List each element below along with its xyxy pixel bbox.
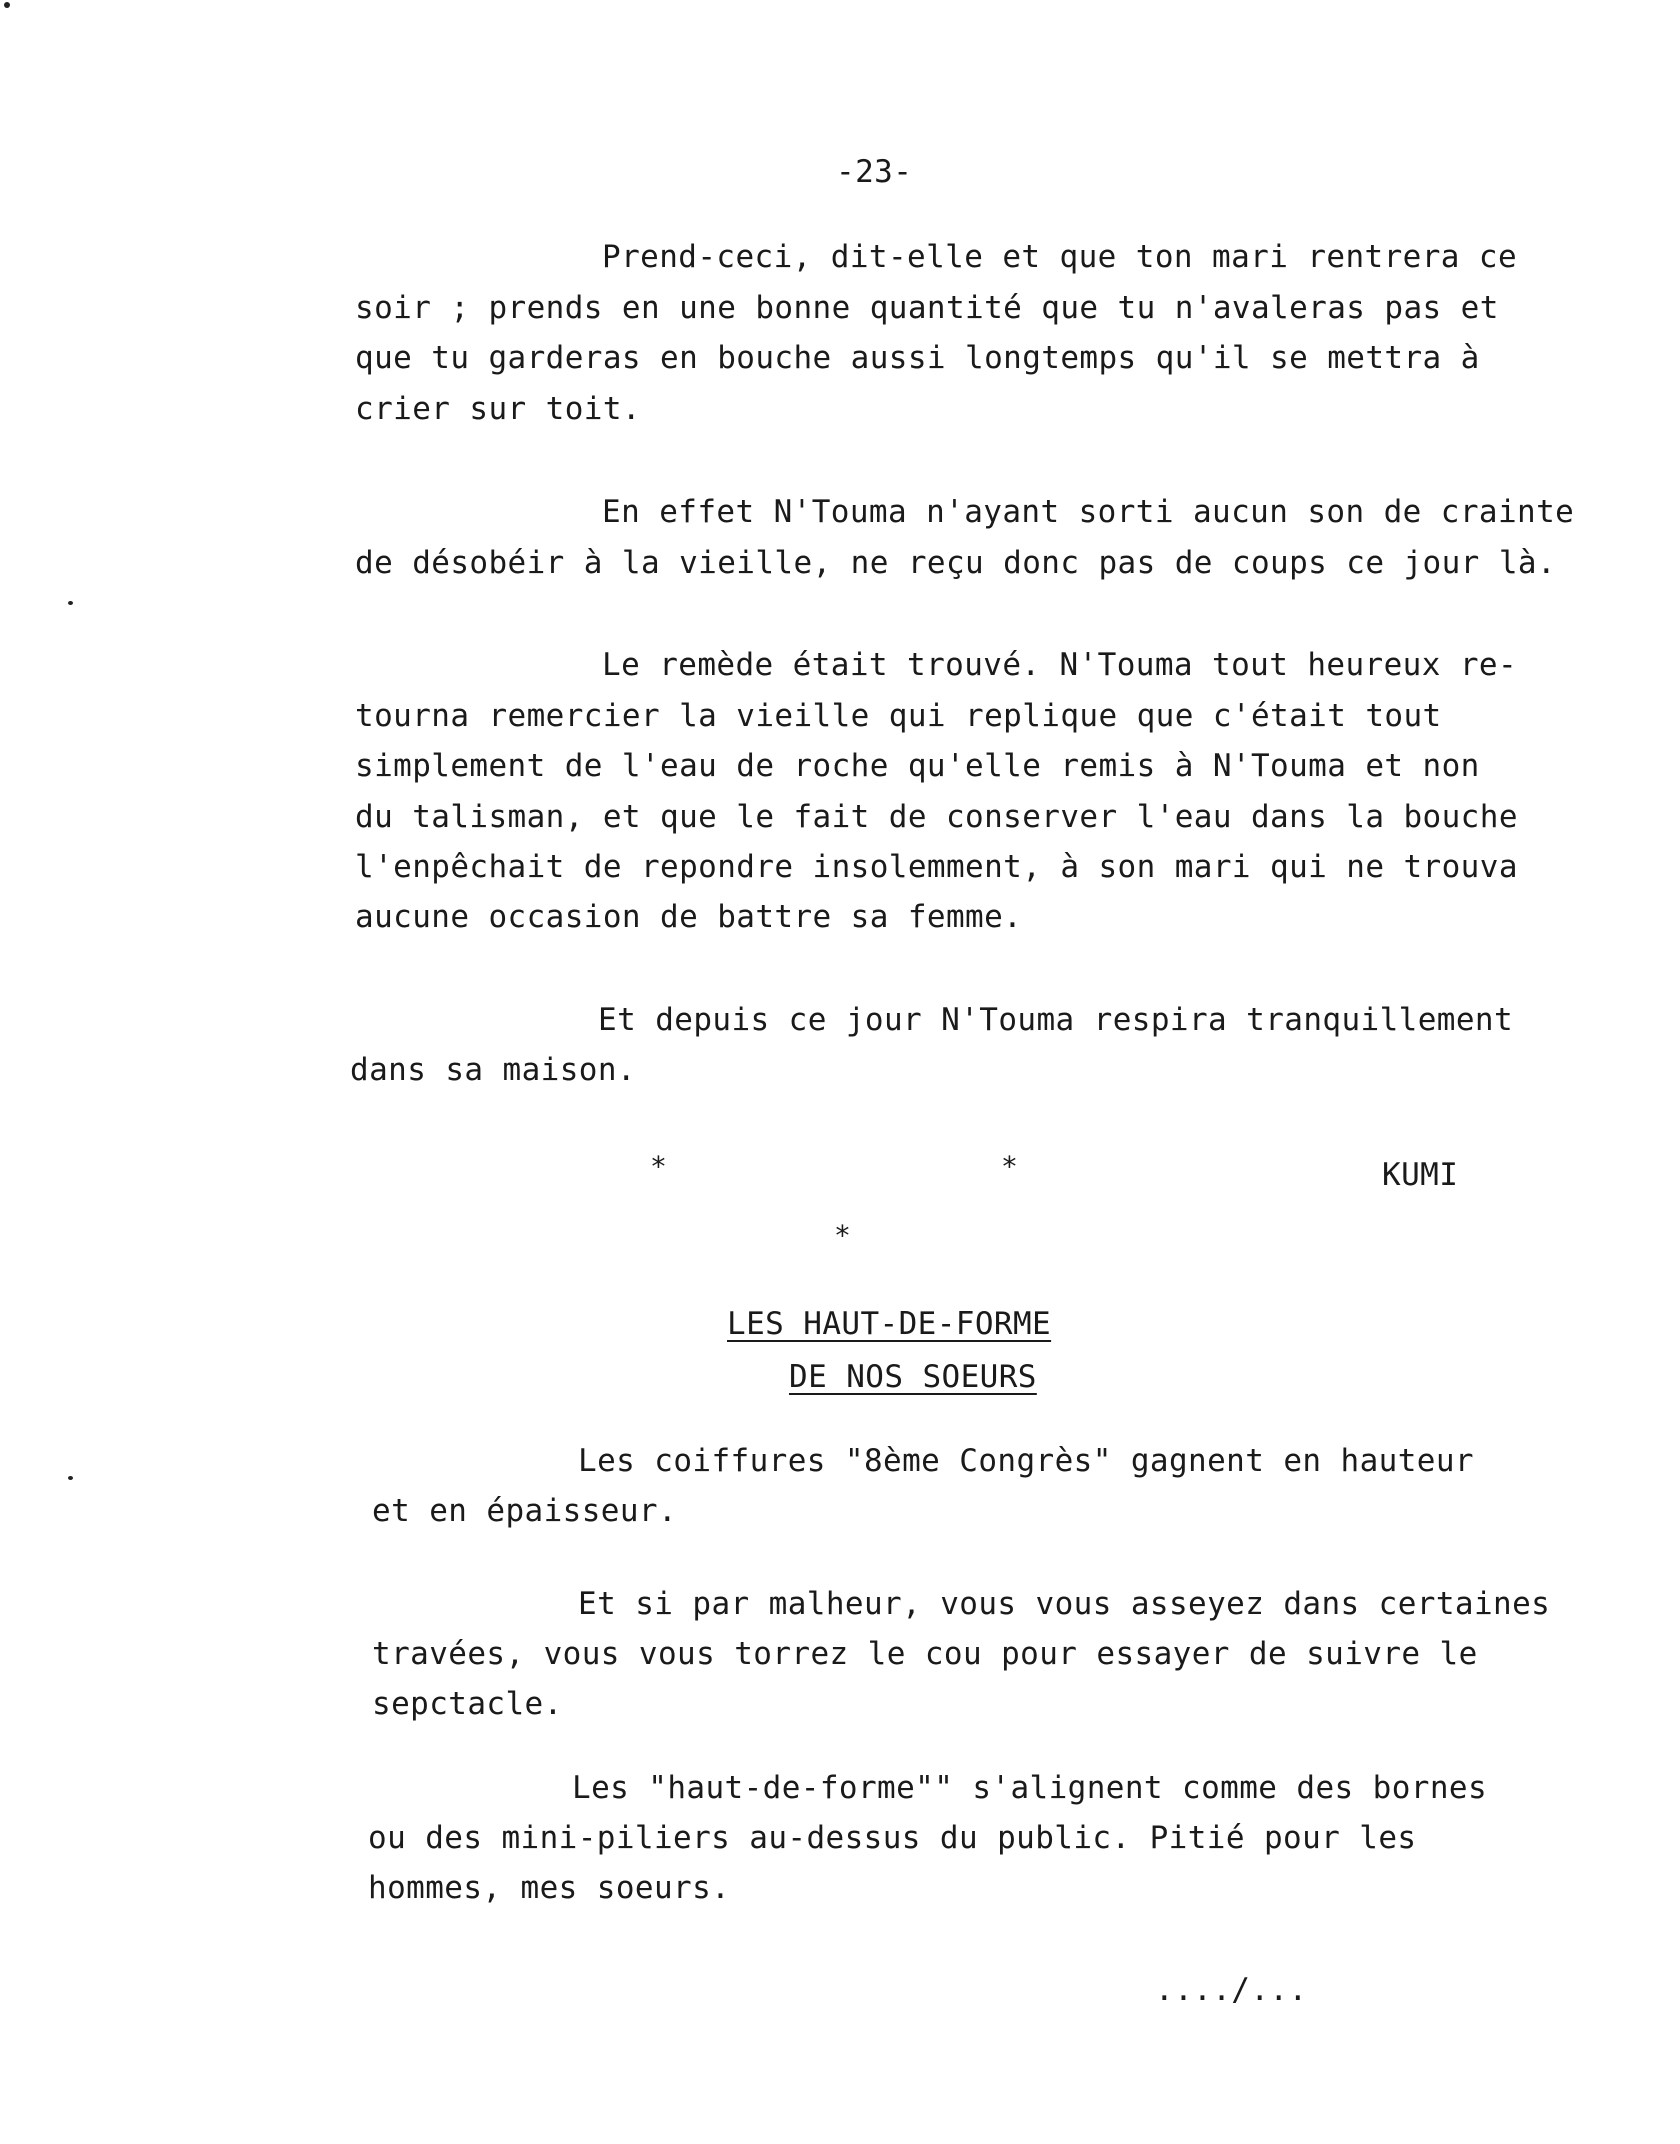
separator-star: * <box>650 1150 668 1183</box>
separator-star: * <box>834 1219 852 1252</box>
section-title-line-2: DE NOS SOEURS <box>789 1359 1037 1395</box>
text-line: Les "haut-de-forme"" s'alignent comme des bornes <box>572 1770 1488 1806</box>
text-line: Prend-ceci, dit-elle et que ton mari rentrera ce <box>602 239 1518 275</box>
text-line: travées, vous vous torrez le cou pour essayer de suivre le <box>372 1636 1478 1672</box>
text-line: soir ; prends en une bonne quantité que tu n'avaleras pas et <box>355 290 1499 326</box>
text-line: crier sur toit. <box>355 391 641 427</box>
text-line: Et si par malheur, vous vous asseyez dans certaines <box>578 1586 1551 1622</box>
text-line: aucune occasion de battre sa femme. <box>355 899 1023 935</box>
scan-speck <box>68 1476 73 1480</box>
continuation-mark: ..../... <box>1155 1972 1308 2008</box>
text-line: de désobéir à la vieille, ne reçu donc pas de coups ce jour là. <box>355 545 1557 581</box>
separator-star: * <box>1001 1150 1019 1183</box>
text-line: l'enpêchait de repondre insolemment, à son mari qui ne trouva <box>355 849 1518 885</box>
scan-speck <box>4 2 10 8</box>
text-line: tourna remercier la vieille qui replique que c'était tout <box>355 698 1442 734</box>
text-line: hommes, mes soeurs. <box>368 1870 731 1906</box>
text-line: et en épaisseur. <box>372 1493 678 1529</box>
section-title-line-1: LES HAUT-DE-FORME <box>727 1306 1052 1342</box>
text-line: simplement de l'eau de roche qu'elle remis à N'Touma et non <box>355 748 1480 784</box>
text-line: Et depuis ce jour N'Touma respira tranquillement <box>598 1002 1514 1038</box>
scan-speck <box>68 601 73 605</box>
text-line: du talisman, et que le fait de conserver l'eau dans la bouche <box>355 799 1518 835</box>
page-number: -23- <box>836 154 913 190</box>
text-line: sepctacle. <box>372 1686 563 1722</box>
signature: KUMI <box>1382 1157 1459 1193</box>
text-line: Les coiffures "8ème Congrès" gagnent en hauteur <box>578 1443 1474 1479</box>
text-line: Le remède était trouvé. N'Touma tout heureux re- <box>602 647 1518 683</box>
text-line: En effet N'Touma n'ayant sorti aucun son de crainte <box>602 494 1575 530</box>
text-line: que tu garderas en bouche aussi longtemps qu'il se mettra à <box>355 340 1480 376</box>
text-line: dans sa maison. <box>350 1052 636 1088</box>
text-line: ou des mini-piliers au-dessus du public. Pitié pour les <box>368 1820 1417 1856</box>
